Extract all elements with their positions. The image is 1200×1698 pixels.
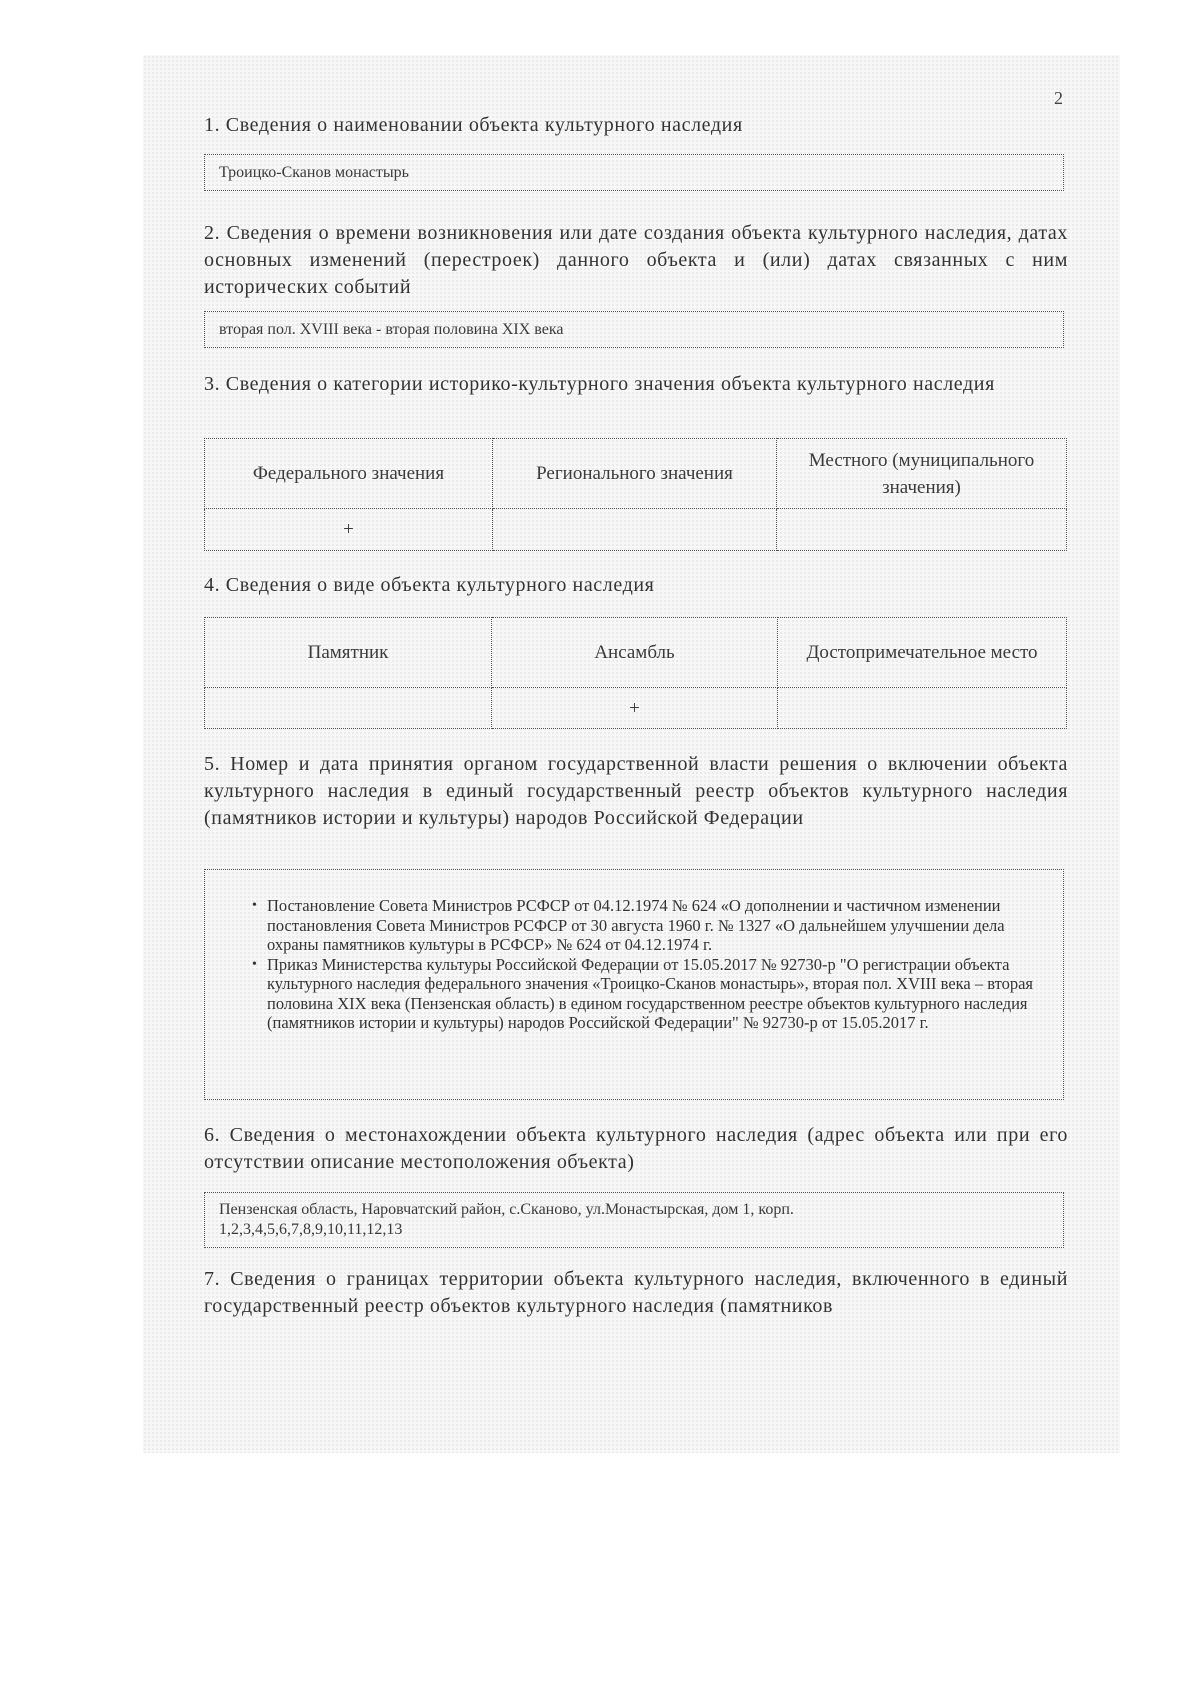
category-regional-mark (493, 509, 777, 551)
type-monument-header: Памятник (205, 618, 492, 688)
section-1-heading: 1. Сведения о наименовании объекта культурного наследия (204, 114, 743, 136)
type-mark-row (205, 688, 1067, 729)
type-header-row (205, 618, 1067, 688)
creation-date-field (204, 311, 1064, 348)
section-7-heading: 7. Сведения о границах территории объекта культурного наследия, включенного в единый государственный реестр объектов культурного наследия (памятников (204, 1268, 1068, 1317)
type-monument-mark (205, 688, 492, 729)
creation-date-value: вторая пол. XVIII века - вторая половина XIX века (219, 321, 564, 338)
section-6-heading: 6. Сведения о местонахождении объекта культурного наследия (адрес объекта или при его отсутствии описание местоположения объекта) (204, 1124, 1068, 1173)
list-item: • Приказ Министерства культуры Российской Федерации от 15.05.2017 № 92730-р "О регистрации объекта культурного наследия федерального значения «Троицко-Сканов монастырь», вторая пол. XVIII века – вторая половина XIX века (Пензенская область) в едином государственном реестре объектов культурного наследия (памятников истории и культуры) народов Российской Федерации" № 92730-р от 15.05.2017 г. (252, 954, 1034, 1032)
type-landmark-mark (778, 688, 1067, 729)
registry-decision-2: Приказ Министерства культуры Российской Федерации от 15.05.2017 № 92730-р "О регистрации объекта культурного наследия федерального значения «Троицко-Сканов монастырь», вторая пол. XVIII века – вторая половина XIX века (Пензенская область) в едином государственном реестре объектов культурного наследия (памятников истории и культуры) народов Российской Федерации" № 92730-р от 15.05.2017 г. (267, 954, 1034, 1032)
section-4-heading: 4. Сведения о виде объекта культурного наследия (204, 574, 655, 596)
category-table (204, 438, 1067, 551)
registry-decisions-list (205, 896, 1063, 1033)
category-local-mark (777, 509, 1067, 551)
category-regional-header: Регионального значения (493, 439, 777, 509)
category-local-header: Местного (муниципального значения) (777, 439, 1067, 509)
section-3-heading: 3. Сведения о категории историко-культурного значения объекта культурного наследия (204, 373, 995, 395)
section-2-heading: 2. Сведения о времени возникновения или дате создания объекта культурного наследия, датах основных изменений (перестроек) данного объекта и (или) датах связанных с ним исторических событий (204, 222, 1068, 298)
page-number: 2 (1054, 88, 1063, 108)
object-name-field (204, 154, 1064, 191)
registry-decision-1: Постановление Совета Министров РСФСР от 04.12.1974 № 624 «О дополнении и частичном изменении постановления Совета Министров РСФСР от 30 августа 1960 г. № 1327 «О дальнейшем улучшении дела охраны памятников культуры в РСФСР» № 624 от 04.12.1974 г. (267, 896, 1005, 954)
category-federal-mark: + (205, 509, 493, 551)
registry-decisions-box (204, 869, 1064, 1100)
category-federal-header: Федерального значения (205, 439, 493, 509)
section-5-heading: 5. Номер и дата принятия органом государственной власти решения о включении объекта культурного наследия в единый государственный реестр объектов культурного наследия (памятников истории и культуры) народов Российской Федерации (204, 753, 1068, 829)
object-name-value: Троицко-Сканов монастырь (219, 164, 409, 181)
category-mark-row (205, 509, 1067, 551)
location-field (204, 1192, 1064, 1248)
type-landmark-header: Достопримечательное место (778, 618, 1067, 688)
category-header-row (205, 439, 1067, 509)
type-table (204, 617, 1067, 729)
type-ensemble-mark: + (492, 688, 778, 729)
type-ensemble-header: Ансамбль (492, 618, 778, 688)
list-item: • Постановление Совета Министров РСФСР от 04.12.1974 № 624 «О дополнении и частичном изменении постановления Совета Министров РСФСР от 30 августа 1960 г. № 1327 «О дальнейшем улучшении дела охраны памятников культуры в РСФСР» № 624 от 04.12.1974 г. (252, 896, 1005, 954)
location-value: Пензенская область, Наровчатский район, с.Сканово, ул.Монастырская, дом 1, корп. 1,2,3,4,5,6,7,8,9,10,11,12,13 (219, 1201, 794, 1238)
